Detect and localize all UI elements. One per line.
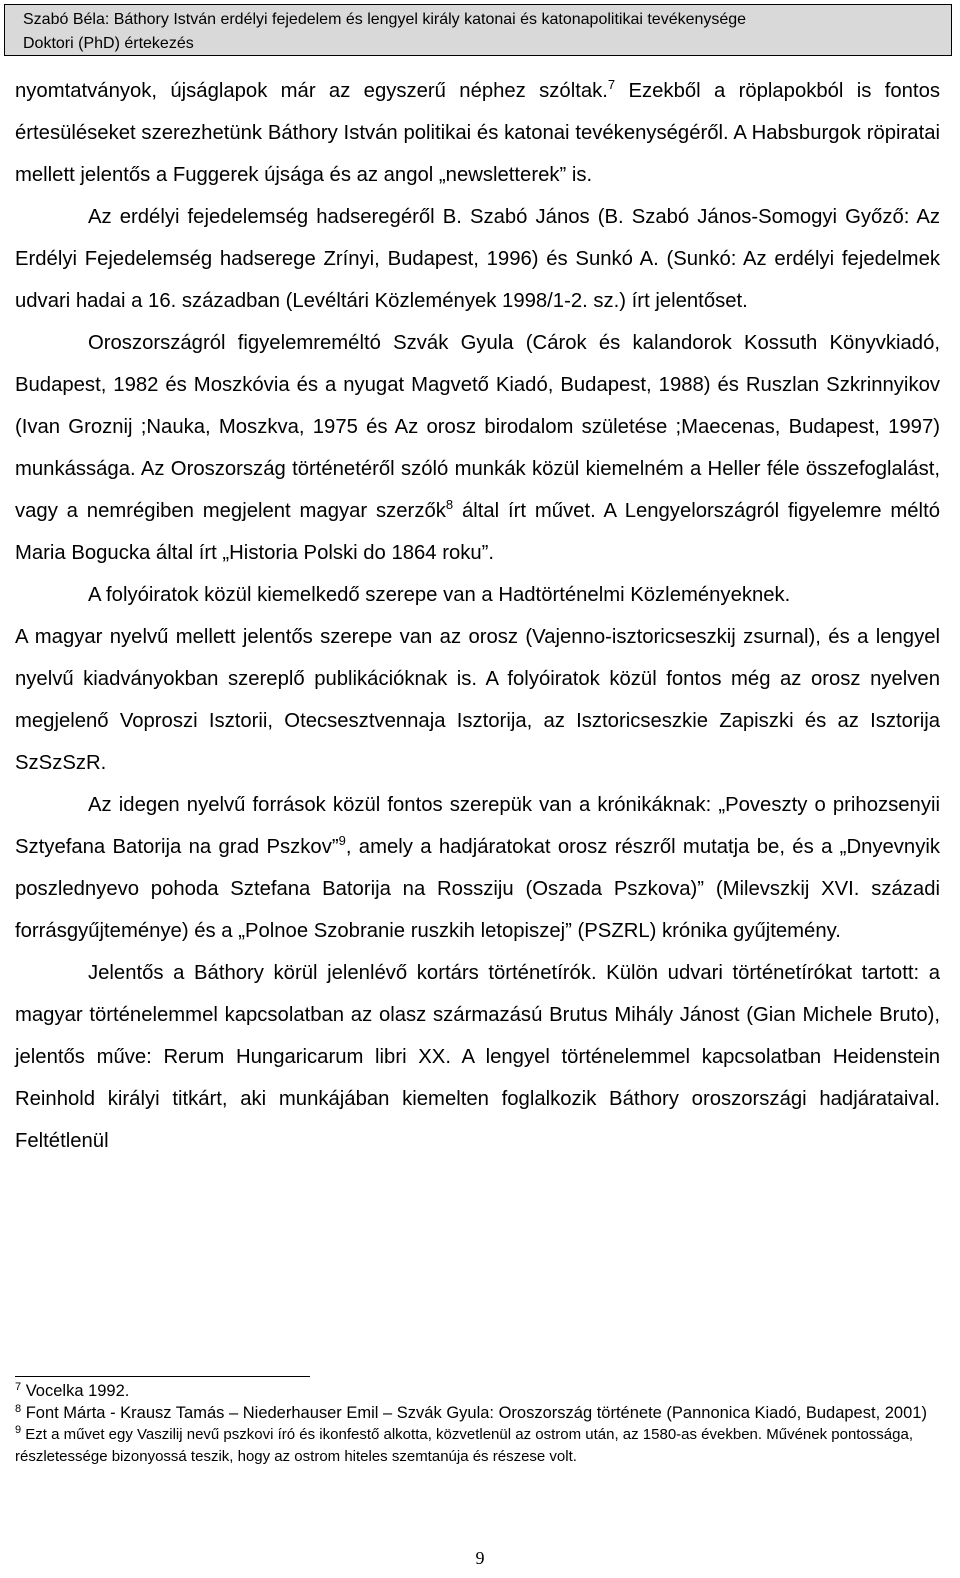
paragraph-4: A folyóiratok közül kiemelkedő szerepe van a Hadtörténelmi Közleményeknek.	[88, 584, 791, 606]
footnote-ref-9[interactable]: 9	[338, 833, 346, 849]
paragraph-3: Oroszországról figyelemreméltó Szvák Gyula (Cárok és kalandorok Kossuth Könyvkiadó, Budapest, 1982 és Moszkóvia és a nyugat Magvető Kiadó, Budapest, 1988) és Ruszlan Szkrinnyikov (Ivan Groznij ;Nauka, Moszkva, 1975 és Az orosz birodalom születése ;Maecenas, Budapest, 1997) munkássága. Az Oroszország történetéről szóló munkák közül kiemelném a Heller féle összefoglalást, vagy a nemrégiben megjelent magyar szerzők$^8$ által írt művet. A Lengyelországról figyelemre méltó Maria Bogucka által írt „Historia Polski do 1864 roku”.	[15, 332, 940, 564]
header-title: Szabó Béla: Báthory István erdélyi fejedelem és lengyel király katonai és katonapolitikai tevékenysége	[23, 11, 747, 28]
page-number: 9	[475, 1548, 485, 1568]
header-subtitle: Doktori (PhD) értekezés	[23, 35, 194, 52]
paragraph-5: A magyar nyelvű mellett jelentős szerepe van az orosz (Vajenno-isztoricseszkij zsurnal), és a lengyel nyelvű kiadványokban szereplő publikációknak is. A folyóiratok közül fontos még az orosz nyelven megjelenő Voproszi Isztorii, Otecsesztvennaja Isztorija, az Isztoricseszkie Zapiszki és az Isztorija SzSzSzR.	[15, 626, 940, 774]
footnote-9: $^9$ Ezt a művet egy Vaszilij nevű pszkovi író és ikonfestő alkotta, közvetlenül az ostrom után, az 1580-as években. Művének pontossága, részletessége bizonyossá teszik, hogy az ostrom hiteles szemtanúja és részese volt.	[15, 1424, 913, 1465]
paragraph-2: Az erdélyi fejedelemség hadseregéről B. Szabó János (B. Szabó János-Somogyi Győző: Az Erdélyi Fejedelemség hadserege Zrínyi, Budapest, 1996) és Sunkó A. (Sunkó: Az erdélyi fejedelmek udvari hadai a 16. században (Levéltári Közlemények 1998/1-2. sz.) írt jelentőset.	[15, 206, 940, 312]
paragraph-7: Jelentős a Báthory körül jelenlévő kortárs történetírók. Külön udvari történetírókat tartott: a magyar történelemmel kapcsolatban az olasz származású Brutus Mihály Jánost (Gian Michele Bruto), jelentős műve: Rerum Hungaricarum libri XX. A lengyel történelemmel kapcsolatban Heidenstein Reinhold királyi titkárt, aki munkájában kiemelten foglalkozik Báthory oroszországi hadjárataival. Feltétlenül	[15, 962, 940, 1152]
footnote-separator	[15, 1376, 310, 1377]
footnote-ref-8[interactable]: 8	[445, 497, 454, 513]
footnotes	[15, 1380, 940, 1468]
footnote-7: $^7$ Vocelka 1992.	[15, 1381, 130, 1400]
paragraph-1: nyomtatványok, újságlapok már az egyszerű néphez szóltak.$^7$ Ezekből a röplapokból is fontos értesüléseket szerezhetünk Báthory István politikai és katonai tevékenységéről. A Habsburgok röpiratai mellett jelentős a Fuggerek újsága és az angol „newsletterek” is.	[15, 77, 940, 186]
main-text	[15, 70, 940, 1162]
paragraph-6: Az idegen nyelvű források közül fontos szerepük van a krónikáknak: „Poveszty o prihozsenyii Sztyefana Batorija na grad Pszkov”$^9$, amely a hadjáratokat orosz részről mutatja be, és a „Dnyevnyik poszlednyevo pohoda Sztefana Batorija na Rossziju (Oszada Pszkova)” (Milevszkij XVI. századi forrásgyűjteménye) és a „Polnoe Szobranie ruszkih letopiszej” (PSZRL) krónika gyűjtemény.	[15, 794, 940, 942]
footnote-ref-7[interactable]: 7	[607, 77, 616, 93]
footnote-8: $^8$ Font Márta - Krausz Tamás – Niederhauser Emil – Szvák Gyula: Oroszország története (Pannonica Kiadó, Budapest, 2001)	[15, 1403, 927, 1422]
running-header	[4, 4, 952, 56]
